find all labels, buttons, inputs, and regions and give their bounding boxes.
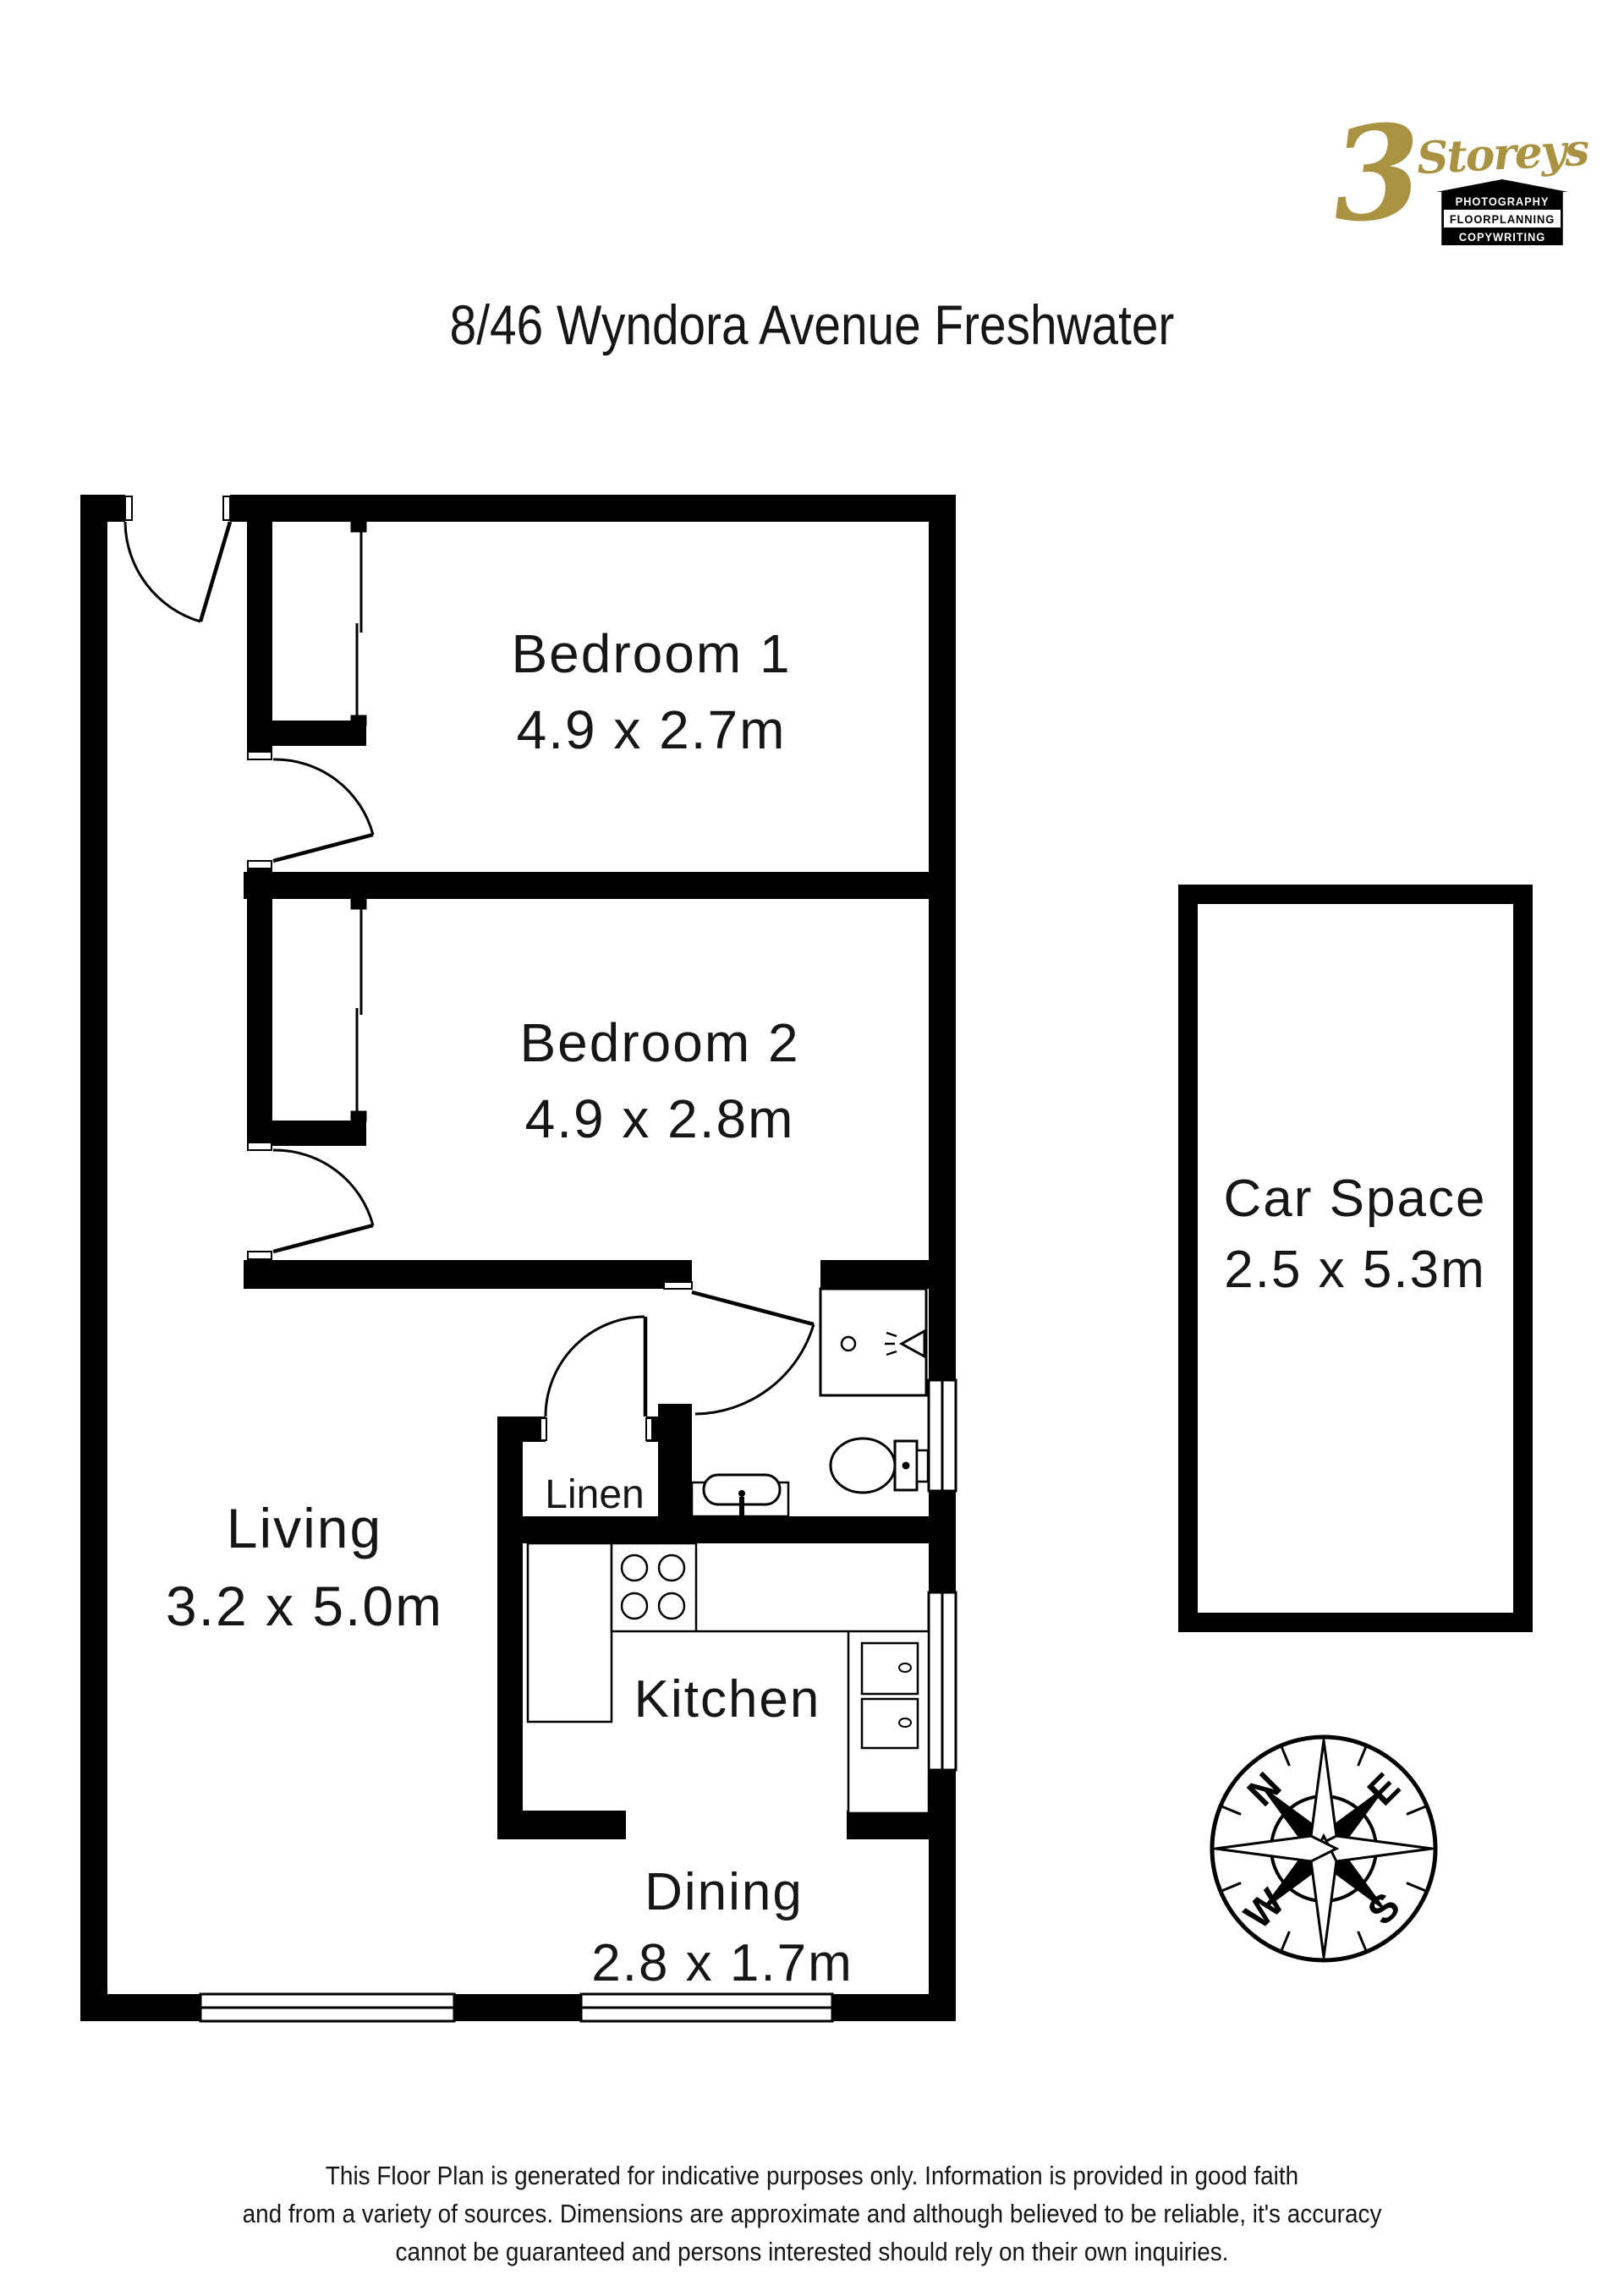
window-dining-bottom (581, 1994, 832, 2021)
sink-drain-icon (899, 1718, 911, 1727)
wall-bed2-hall-divider-b (820, 1260, 956, 1289)
compass-east-label: E (1358, 1764, 1408, 1814)
wall-bed2-wardrobe-side (247, 899, 272, 1150)
disclaimer-line-3: cannot be guaranteed and persons interested should rely on their own inquiries. (395, 2237, 1229, 2266)
burner-icon (622, 1555, 647, 1581)
logo-service-floorplanning: FLOORPLANNING (1441, 210, 1563, 227)
kitchen-counter-left (528, 1543, 612, 1722)
jamb-linen-left (540, 1418, 546, 1440)
wardrobe-sliders (351, 522, 366, 1121)
bedroom1-label: Bedroom 1 (511, 623, 792, 684)
bedroom2-dims: 4.9 x 2.8m (524, 1088, 795, 1149)
wall-bed1-bed2-divider (244, 872, 956, 899)
logo-service-photography: PHOTOGRAPHY (1441, 192, 1563, 210)
tap-icon (738, 1490, 745, 1497)
page-title: 8/46 Wyndora Avenue Freshwater (449, 293, 1175, 356)
disclaimer-line-2: and from a variety of sources. Dimensions are approximate and although believed to be reliable, it's accuracy (242, 2199, 1382, 2228)
bathroom-door (692, 1292, 814, 1414)
logo-service-copywriting: COPYWRITING (1441, 227, 1563, 245)
living-dims: 3.2 x 5.0m (165, 1575, 444, 1637)
bed1-wardrobe-slider (351, 522, 366, 726)
jamb-bed1-bottom (248, 861, 272, 869)
wall-exterior-bottom-b (454, 1994, 581, 2021)
linen-label: Linen (545, 1472, 645, 1517)
compass-north-label: N (1238, 1763, 1290, 1815)
bed2-wardrobe-slider (351, 899, 366, 1121)
car-space-label: Car Space (1223, 1170, 1487, 1228)
entry-door (125, 522, 230, 622)
wall-linen-kitchen-left (497, 1417, 523, 1839)
toilet (831, 1438, 928, 1493)
burner-icon (659, 1555, 684, 1581)
shower (820, 1289, 926, 1395)
jamb-linen-right (646, 1418, 652, 1440)
wall-exterior-right-c (929, 1770, 956, 2021)
wall-linen-bath-divider (658, 1404, 692, 1543)
logo-numeral-3: 3 (1326, 94, 1427, 252)
vanity-basin (692, 1475, 788, 1516)
jamb-bathroom (664, 1282, 692, 1289)
wall-linen-top-left (497, 1417, 546, 1442)
logo-wordmark: Storeys (1415, 123, 1589, 185)
shower-drain-icon (842, 1337, 855, 1351)
wall-bath-kitchen-divider (497, 1516, 956, 1543)
sink-unit (848, 1631, 929, 1813)
living-label: Living (226, 1497, 383, 1559)
wall-exterior-top-b (230, 495, 956, 522)
wall-exterior-right-a (929, 495, 956, 1380)
window-living-bottom (200, 1994, 454, 2021)
wall-kitchen-bottom-a (497, 1811, 626, 1839)
disclaimer-line-1: This Floor Plan is generated for indicative purposes only. Information is provided in good faith (325, 2161, 1299, 2190)
wall-kitchen-bottom-b (847, 1811, 956, 1839)
dining-label: Dining (645, 1863, 804, 1921)
compass-south-label: S (1358, 1883, 1408, 1933)
wall-exterior-top-a (80, 495, 125, 522)
burner-icon (659, 1593, 684, 1619)
kitchen-label: Kitchen (634, 1670, 821, 1729)
jamb-entry-right (223, 496, 230, 520)
dining-dims: 2.8 x 1.7m (591, 1934, 853, 1992)
window-kitchen-right (929, 1592, 956, 1770)
burner-icon (622, 1593, 647, 1619)
wall-exterior-left (80, 495, 107, 2021)
compass-rose-icon (1176, 1704, 1468, 1997)
window-bathroom-right (929, 1380, 956, 1491)
wall-exterior-bottom-c (832, 1994, 956, 2021)
bedroom1-dims: 4.9 x 2.7m (516, 699, 787, 760)
jamb-bed2-top (248, 1143, 272, 1150)
bedroom2-label: Bedroom 2 (519, 1012, 800, 1073)
wall-bed1-wardrobe-bottom (247, 721, 366, 746)
bedroom2-door (273, 1150, 373, 1252)
linen-door (546, 1317, 645, 1417)
jamb-entry-left (125, 496, 132, 520)
compass-west-label: W (1235, 1879, 1293, 1937)
jamb-bed2-bottom (248, 1252, 272, 1259)
bedroom1-door (273, 759, 373, 861)
jamb-bed1-top (248, 752, 272, 759)
disclaimer (81, 2156, 1543, 2271)
wall-bed2-hall-divider-a (244, 1260, 692, 1289)
wall-exterior-bottom-a (80, 1994, 200, 2021)
car-space-dims: 2.5 x 5.3m (1224, 1241, 1486, 1299)
sink-drain-icon (899, 1663, 911, 1672)
stove (612, 1543, 696, 1631)
